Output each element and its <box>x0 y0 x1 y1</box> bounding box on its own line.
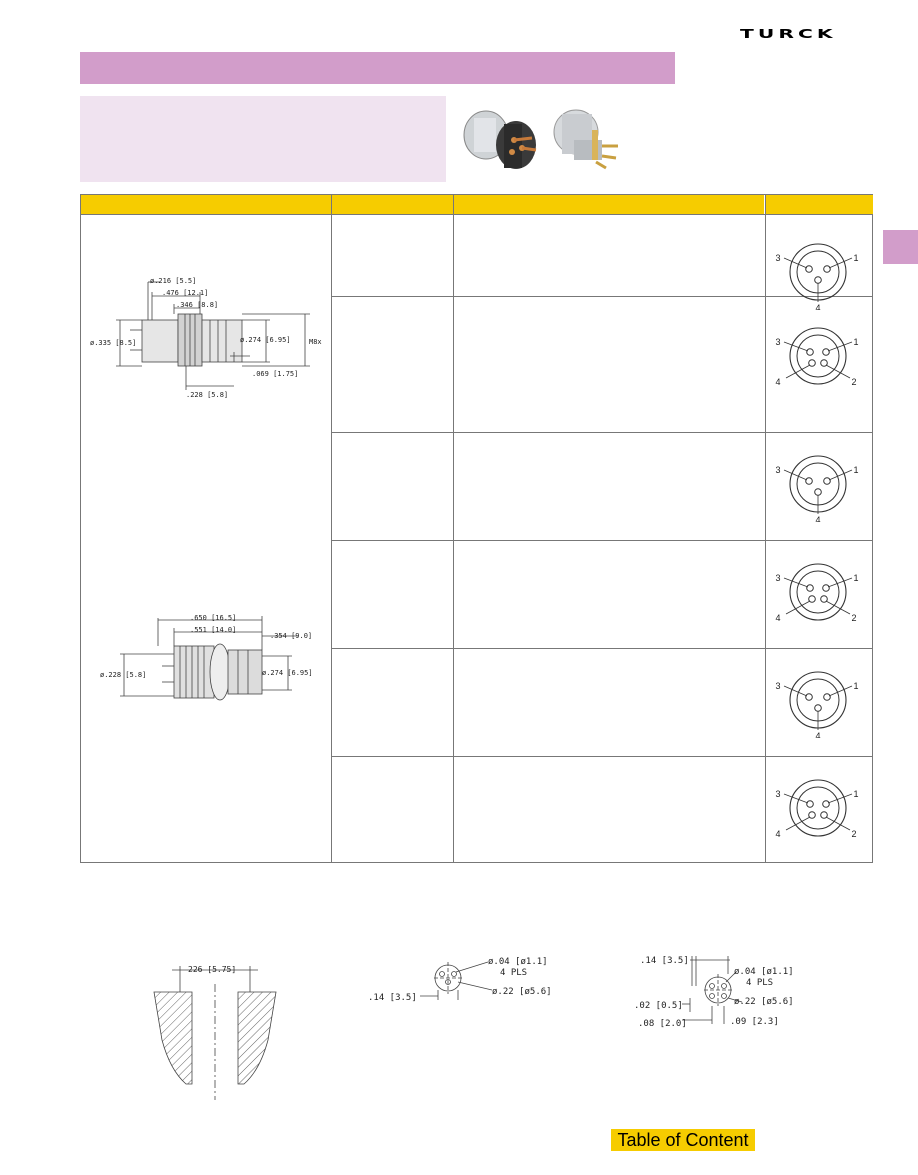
receptacle-drawing-2 <box>98 610 328 710</box>
pin-leader-line <box>828 794 852 803</box>
dim-274-dia: ø.274 [6.95] <box>262 669 313 677</box>
pin-leader-line <box>784 342 808 351</box>
dim-274: ø.274 [6.95] <box>240 336 291 344</box>
pcb-b-d02: .02 [0.5] <box>634 1001 683 1011</box>
pinout-outer-ring <box>790 564 846 620</box>
pinout-outer-ring <box>790 780 846 836</box>
pin-leader-line <box>829 470 852 480</box>
dim-354: .354 [9.0] <box>270 632 313 640</box>
pin <box>806 266 813 273</box>
pcb-layout-drawing-b <box>630 950 840 1030</box>
pcb-layout-drawing-a <box>360 950 570 1010</box>
dim-069: .069 [1.75] <box>252 370 299 378</box>
pcb-a-offset: .14 [3.5] <box>368 993 417 1003</box>
header-cell-2 <box>332 195 453 214</box>
pin <box>824 266 831 273</box>
pin-label: 3 <box>775 253 781 263</box>
dim-228: .228 [5.8] <box>186 391 229 399</box>
section-title-band <box>80 52 675 84</box>
pcb-a-hole: ø.04 [ø1.1] <box>488 957 548 967</box>
header-cell-1 <box>81 195 331 214</box>
receptacle-drawing-1 <box>90 270 330 400</box>
pin-label: 1 <box>853 465 859 475</box>
pinout-outer-ring <box>790 328 846 384</box>
pin-label: 1 <box>853 681 859 691</box>
pin-leader-line <box>784 794 808 803</box>
pin-label: 4 <box>775 829 781 839</box>
row-divider <box>332 756 872 757</box>
pin-leader-line <box>784 578 808 587</box>
pin <box>807 349 814 356</box>
product-photo <box>456 100 646 180</box>
pin-label: 2 <box>851 377 857 387</box>
pcb-b-offset: .14 [3.5] <box>640 956 689 966</box>
pin-leader-line <box>784 258 807 268</box>
pin-label: 4 <box>775 613 781 623</box>
turck-logo: TURCK <box>740 26 837 42</box>
pinout-diagram <box>772 240 862 310</box>
pcb-b-pls: 4 PLS <box>746 978 774 988</box>
pin <box>806 694 813 701</box>
pin <box>807 585 814 592</box>
dim-346: .346 [8.8] <box>176 301 219 309</box>
dim-335: ø.335 [8.5] <box>90 339 137 347</box>
dim-m8: M8x <box>309 338 322 346</box>
pinout-diagram <box>772 560 862 630</box>
pin-label: 4 <box>775 377 781 387</box>
pin-label: 3 <box>775 465 781 475</box>
pinout-inner-ring <box>797 335 839 377</box>
pinout-diagram <box>772 668 862 738</box>
pin <box>823 801 830 808</box>
pin-label: 1 <box>853 573 859 583</box>
pin-label: 1 <box>853 337 859 347</box>
pin-label: 2 <box>851 829 857 839</box>
pcb-a-circle: ø.22 [ø5.6] <box>492 987 552 997</box>
table-of-content-link[interactable]: Table of Content <box>611 1129 755 1151</box>
pin <box>807 801 814 808</box>
pinout-inner-ring <box>797 787 839 829</box>
pin <box>823 349 830 356</box>
dim-650: .650 [16.5] <box>190 614 237 622</box>
pin-label: 1 <box>853 789 859 799</box>
pin <box>815 705 822 712</box>
panel-cutout-drawing <box>150 960 280 1100</box>
pinout-diagram <box>772 452 862 522</box>
side-tab <box>883 230 918 264</box>
dim-551: .551 [14.0] <box>190 626 237 634</box>
dim-476: .476 [12.1] <box>162 289 209 297</box>
row-divider <box>332 648 872 649</box>
pin-label: 2 <box>851 613 857 623</box>
description-box <box>80 96 446 182</box>
header-divider <box>81 214 872 215</box>
pin-leader-line <box>828 342 852 351</box>
header-cell-4 <box>766 195 873 214</box>
pin <box>824 478 831 485</box>
row-divider <box>332 432 872 433</box>
pcb-b-d08: .08 [2.0] <box>638 1019 687 1029</box>
pin-leader-line <box>828 578 852 587</box>
pin-label: 3 <box>775 681 781 691</box>
pin-leader-line <box>784 470 807 480</box>
pinout-diagram <box>772 776 862 846</box>
pin <box>824 694 831 701</box>
pin <box>815 489 822 496</box>
pin <box>806 478 813 485</box>
pin <box>815 277 822 284</box>
pin-leader-line <box>829 686 852 696</box>
pin-label: 4 <box>815 303 821 310</box>
pcb-b-circle: ø.22 [ø5.6] <box>734 997 794 1007</box>
pcb-b-d09: .09 [2.3] <box>730 1017 779 1027</box>
pin-leader-line <box>784 686 807 696</box>
pcb-a-pls: 4 PLS <box>500 968 528 978</box>
dim-228-dia: ø.228 [5.8] <box>100 671 147 679</box>
cutout-dim: 226 [5.75] <box>188 965 237 974</box>
pin-label: 1 <box>853 253 859 263</box>
pcb-b-hole: ø.04 [ø1.1] <box>734 967 794 977</box>
pin-label: 3 <box>775 573 781 583</box>
header-cell-3 <box>454 195 764 214</box>
pin <box>823 585 830 592</box>
pin-leader-line <box>829 258 852 268</box>
row-divider <box>332 540 872 541</box>
pin-label: 3 <box>775 337 781 347</box>
pin-label: 3 <box>775 789 781 799</box>
pin-label: 4 <box>815 731 821 738</box>
pinout-diagram <box>772 324 862 394</box>
pin-label: 4 <box>815 515 821 522</box>
pinout-inner-ring <box>797 571 839 613</box>
dim-216: ø.216 [5.5] <box>150 277 197 285</box>
